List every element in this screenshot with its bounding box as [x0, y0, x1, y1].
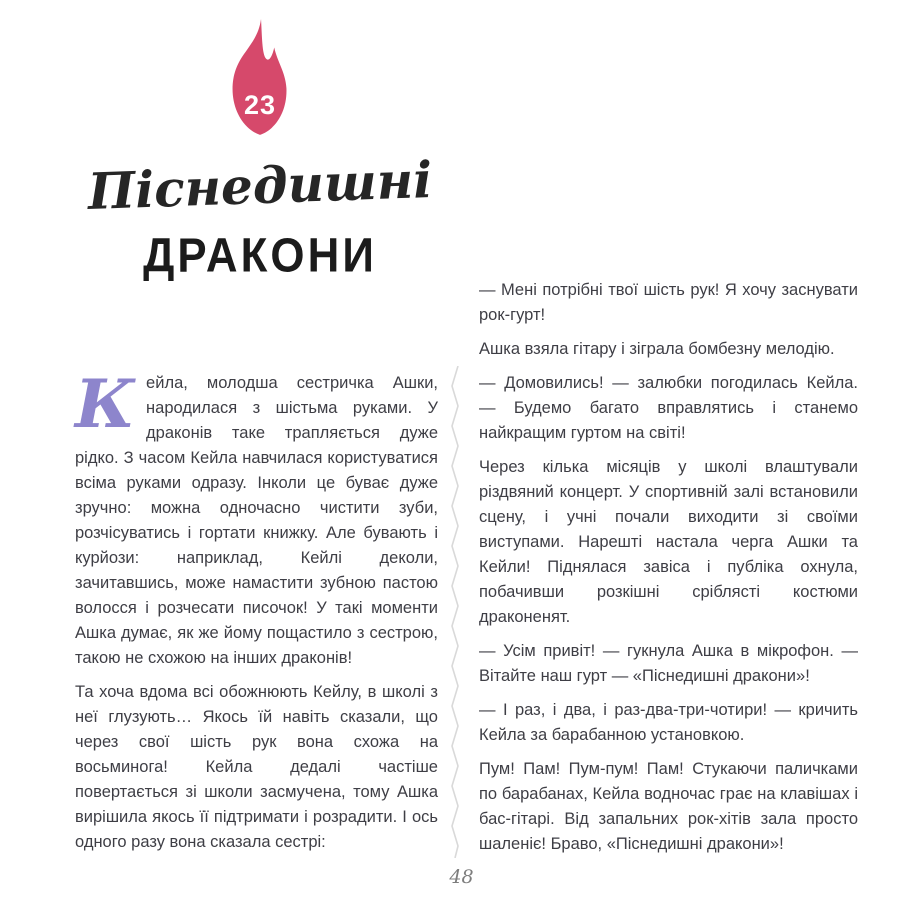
dropcap-letter: К: [75, 365, 136, 443]
chapter-title-caps: ДРАКОНИ: [143, 229, 377, 283]
page-number: 48: [449, 866, 474, 888]
left-column: [75, 365, 438, 864]
right-column: [479, 278, 858, 866]
zigzag-divider: [449, 366, 463, 858]
paragraph: Через кілька місяців у школі влаштували різдвяний концерт. У спортивній залі встановили сцену, і учні почали виходити зі своїми виступами. Нарешті настала черга Ашки та Кейли! Піднялася завіса і публіка охнула, побачивши розкішні сріблясті костюми драконенят.: [479, 458, 858, 626]
paragraph: [75, 365, 438, 671]
paragraph: Та хоча вдома всі обожнюють Кейлу, в школі з неї глузують… Якось їй навіть сказали, що через свої шість рук вона схожа на восьминога! Кейла дедалі частіше повертається зі школи засмучена, тому Ашка вирішила якось її підтримати і розрадити. І ось одного разу вона сказала сестрі:: [75, 683, 438, 851]
paragraph: — Усім привіт! — гукнула Ашка в мікрофон. — Вітайте наш гурт — «Піснедишні дракони»!: [479, 642, 858, 685]
paragraph: — І раз, і два, і раз-два-три-чотири! — кричить Кейла за барабанною установкою.: [479, 701, 858, 744]
paragraph: — Домовились! — залюбки погодилась Кейла. — Будемо багато вправлятись і станемо найкращим гуртом на світі!: [479, 374, 858, 442]
flame-icon: [223, 16, 297, 140]
paragraph-text: ейла, молодша сестричка Ашки, народилася з шістьма руками. У драконів таке трапляється дуже рідко. З часом Кейла навчилася користуватися всіма руками одразу. Інколи це буває дуже зручно: можна одночасно чистити зуби, розчісуватись і гортати книжку. Але бувають і курйози: наприклад, Кейлі деколи, зачитавшись, може намастити зубною пастою волосся і розчесати писочок! У такі моменти Ашка думає, як же йому пощастило з сестрою, такою не схожою на інших драконів!: [75, 374, 438, 667]
chapter-title-script: Піснедишні: [86, 150, 434, 221]
chapter-flame-badge: [223, 16, 297, 140]
chapter-number: 23: [243, 90, 277, 120]
paragraph: Пум! Пам! Пум-пум! Пам! Стукаючи паличками по барабанах, Кейла водночас грає на клавішах і бас-гітарі. Від запальних рок-хітів зала просто шаленіє! Браво, «Піснедишні дракони»!: [479, 760, 858, 853]
paragraph: — Мені потрібні твої шість рук! Я хочу заснувати рок-гурт!: [479, 281, 858, 324]
paragraph: Ашка взяла гітару і зіграла бомбезну мелодію.: [479, 340, 835, 358]
